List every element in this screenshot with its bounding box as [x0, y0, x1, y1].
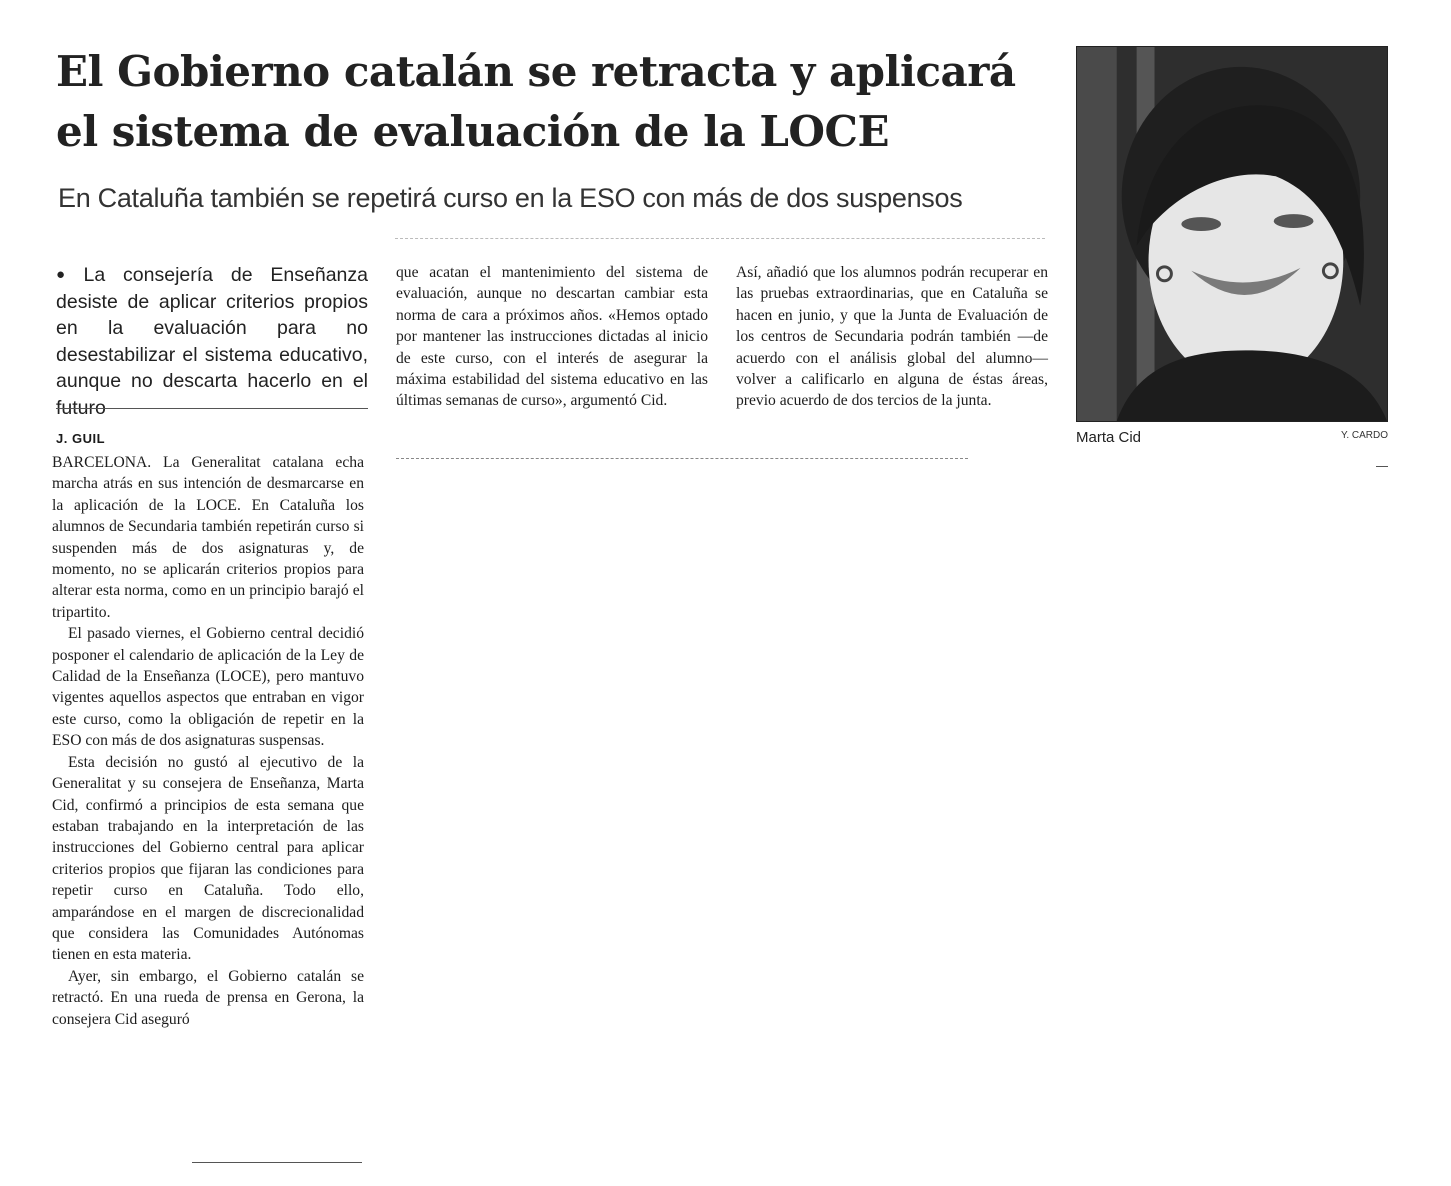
body-column-3 [736, 262, 1048, 412]
column-top-rule [395, 238, 1045, 239]
portrait-photo [1076, 46, 1388, 422]
article-end-rule [192, 1162, 362, 1163]
lead-summary [56, 262, 368, 421]
body-column-2 [396, 262, 708, 412]
paragraph: BARCELONA. La Generalitat catalana echa marcha atrás en sus intención de desmarcarse en la aplicación de la LOCE. En Cataluña los alumnos de Secundaria también repetirán curso si suspenden más de dos asignaturas y, de momento, no se aplicarán criterios propios para alterar esta norma, como en un principio barajó el tripartito. [52, 454, 364, 621]
lead-text: La consejería de Enseñanza desiste de aplicar criterios propios en la evaluación para no desestabilizar el sistema educativo, aunque no descarta hacerlo en el futuro [56, 264, 368, 419]
corner-rule [1376, 466, 1388, 467]
paragraph: El pasado viernes, el Gobierno central decidió posponer el calendario de aplicación de la Ley de Calidad de la Enseñanza (LOCE), pero mantuvo vigentes aquellos aspectos que entraban en vigor este curso, como la obligación de repetir en la ESO con más de dos asignaturas suspensas. [52, 625, 364, 750]
bullet-icon: ● [56, 266, 78, 283]
paragraph: que acatan el mantenimiento del sistema de evaluación, aunque no descartan cambiar esta norma de cara a próximos años. «Hemos optado por mantener las instrucciones dictadas al inicio de este curso, con el interés de asegurar la máxima estabilidad del sistema educativo en las últimas semanas de curso», argumentó Cid. [396, 264, 708, 410]
photo-credit: Y. CARDO [1340, 430, 1388, 441]
subheadline: En Cataluña también se repetirá curso en la ESO con más de dos suspensos [58, 183, 963, 213]
headline: El Gobierno catalán se retracta y aplicará el sistema de evaluación de la LOCE [56, 47, 1016, 156]
paragraph: Ayer, sin embargo, el Gobierno catalán se retractó. En una rueda de prensa en Gerona, la consejera Cid aseguró [52, 967, 364, 1028]
lead-divider [56, 408, 368, 409]
photo-caption: Marta Cid [1076, 429, 1142, 446]
paragraph: Así, añadió que los alumnos podrán recuperar en las pruebas extraordinarias, que en Cataluña se hacen en junio, y que la Junta de Evaluación de los centros de Secundaria podrán también —de acuerdo con el análisis global del alumno— volver a calificarlo en alguna de éstas áreas, previo acuerdo de dos tercios de la junta. [736, 264, 1048, 410]
byline: J. GUIL [56, 431, 106, 446]
portrait-illustration [1077, 47, 1387, 421]
column-bottom-rule [396, 458, 968, 459]
body-column-1 [52, 452, 364, 1030]
paragraph: Esta decisión no gustó al ejecutivo de la Generalitat y su consejera de Enseñanza, Marta Cid, confirmó a principios de esta semana que estaban trabajando en la interpretación de las instrucciones del Gobierno central para aplicar criterios propios que fijaran las condiciones para repetir curso en Cataluña. Todo ello, amparándose en el margen de discrecionalidad que considera las Comunidades Autónomas tienen en esta materia. [52, 753, 364, 964]
